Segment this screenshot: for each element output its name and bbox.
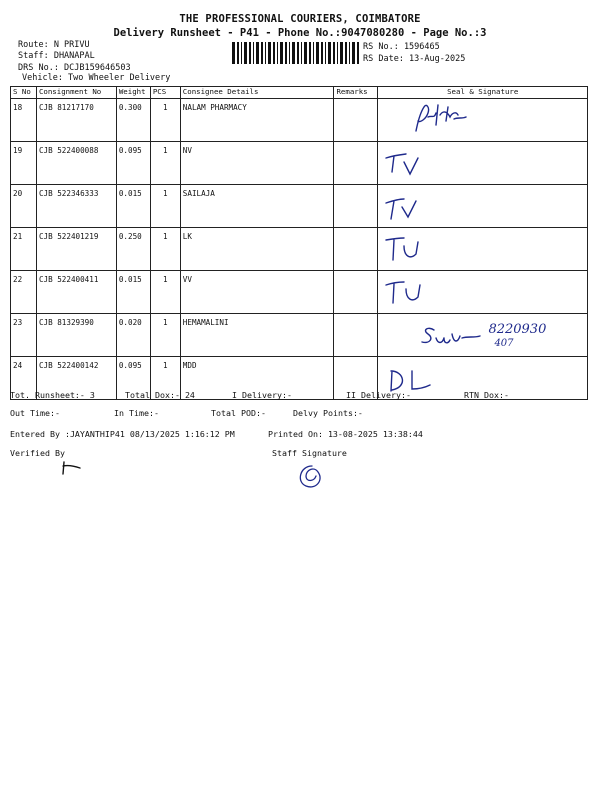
cell-weight: 0.300: [116, 99, 150, 142]
cell-sno: 20: [11, 185, 37, 228]
cell-weight: 0.095: [116, 357, 150, 400]
signature-cell: [378, 185, 588, 228]
rs-date: RS Date: 13-Aug-2025: [363, 54, 466, 64]
handwritten-number-suffix: 407: [494, 338, 514, 349]
handwritten-phone-number: 8220930: [488, 322, 547, 337]
cell-weight: 0.015: [116, 271, 150, 314]
cell-pcs: 1: [150, 185, 180, 228]
cell-consignment: CJB 81217170: [36, 99, 116, 142]
signature-cell: [378, 228, 588, 271]
cell-consignee: HEMAMALINI: [180, 314, 334, 357]
cell-weight: 0.095: [116, 142, 150, 185]
cell-remarks: [334, 99, 378, 142]
cell-pcs: 1: [150, 314, 180, 357]
route-label: Route: N PRIVU: [18, 40, 90, 50]
cell-weight: 0.015: [116, 185, 150, 228]
printed-on: Printed On: 13-08-2025 13:38:44: [268, 429, 423, 439]
cell-pcs: 1: [150, 271, 180, 314]
cell-remarks: [334, 142, 378, 185]
entered-by: Entered By :JAYANTHIP41 08/13/2025 1:16:12 PM: [10, 429, 235, 439]
signature-cell: [378, 99, 588, 142]
total-pod: Total POD:-: [211, 408, 266, 418]
staff-signature-mark: [292, 462, 332, 492]
col-consignee: Consignee Details: [180, 87, 334, 99]
i-delivery: I Delivery:-: [232, 390, 292, 400]
signature-cell: [378, 271, 588, 314]
cell-consignee: MDD: [180, 357, 334, 400]
col-remarks: Remarks: [334, 87, 378, 99]
cell-pcs: 1: [150, 357, 180, 400]
handwritten-initials: [378, 228, 588, 270]
signature-cell: [378, 142, 588, 185]
cell-remarks: [334, 271, 378, 314]
col-pcs: PCS: [150, 87, 180, 99]
staff-label: Staff: DHANAPAL: [18, 51, 95, 61]
total-runsheet: Tot. Runsheet:- 3: [10, 390, 95, 400]
cell-remarks: [334, 185, 378, 228]
handwritten-initials: [378, 185, 588, 227]
cell-consignment: CJB 522346333: [36, 185, 116, 228]
cell-sno: 19: [11, 142, 37, 185]
cell-pcs: 1: [150, 99, 180, 142]
handwritten-initials: [378, 271, 588, 313]
cell-remarks: [334, 228, 378, 271]
drs-number: DRS No.: DCJB159646503: [18, 63, 131, 73]
in-time: In Time:-: [114, 408, 159, 418]
cell-sno: 21: [11, 228, 37, 271]
cell-remarks: [334, 314, 378, 357]
cell-sno: 23: [11, 314, 37, 357]
table-row: [11, 99, 588, 142]
rs-number: RS No.: 1596465: [363, 42, 440, 52]
staff-signature-label: Staff Signature: [272, 448, 347, 458]
cell-pcs: 1: [150, 142, 180, 185]
barcode: [232, 42, 360, 64]
runsheet-title: Delivery Runsheet - P41 - Phone No.:9047080280 - Page No.:3: [113, 27, 487, 39]
company-title: THE PROFESSIONAL COURIERS, COIMBATORE: [179, 13, 421, 25]
table-header-row: [11, 87, 588, 99]
col-weight: Weight: [116, 87, 150, 99]
cell-sno: 24: [11, 357, 37, 400]
cell-consignee: LK: [180, 228, 334, 271]
cell-consignment: CJB 81329390: [36, 314, 116, 357]
out-time: Out Time:-: [10, 408, 60, 418]
table-row: [11, 142, 588, 185]
table-row: [11, 228, 588, 271]
runsheet-table: [10, 86, 588, 400]
cell-consignee: NALAM PHARMACY: [180, 99, 334, 142]
signature-cell: [378, 314, 588, 357]
handwritten-signature: [378, 99, 588, 141]
cell-consignment: CJB 522400142: [36, 357, 116, 400]
col-sno: S No: [11, 87, 37, 99]
rtn-dox: RTN Dox:-: [464, 390, 509, 400]
delivery-points: Delvy Points:-: [293, 408, 363, 418]
cell-consignment: CJB 522401219: [36, 228, 116, 271]
cell-consignment: CJB 522400088: [36, 142, 116, 185]
ii-delivery: II Delivery:-: [346, 390, 411, 400]
total-dox: Total Dox:- 24: [125, 390, 195, 400]
handwritten-initials: [378, 142, 588, 184]
cell-consignee: VV: [180, 271, 334, 314]
cell-consignee: SAILAJA: [180, 185, 334, 228]
cell-weight: 0.250: [116, 228, 150, 271]
cell-consignee: NV: [180, 142, 334, 185]
table-row: [11, 271, 588, 314]
table-row: [11, 314, 588, 357]
cell-weight: 0.020: [116, 314, 150, 357]
col-signature: Seal & Signature: [378, 87, 588, 99]
cell-sno: 22: [11, 271, 37, 314]
vehicle-label: Vehicle: Two Wheeler Delivery: [22, 73, 171, 83]
verified-by-label: Verified By: [10, 448, 65, 458]
col-consignment: Consignment No: [36, 87, 116, 99]
cell-pcs: 1: [150, 228, 180, 271]
cell-sno: 18: [11, 99, 37, 142]
cell-consignment: CJB 522400411: [36, 271, 116, 314]
verified-by-mark: [58, 458, 98, 482]
handwritten-signature: [378, 314, 588, 356]
table-row: [11, 185, 588, 228]
